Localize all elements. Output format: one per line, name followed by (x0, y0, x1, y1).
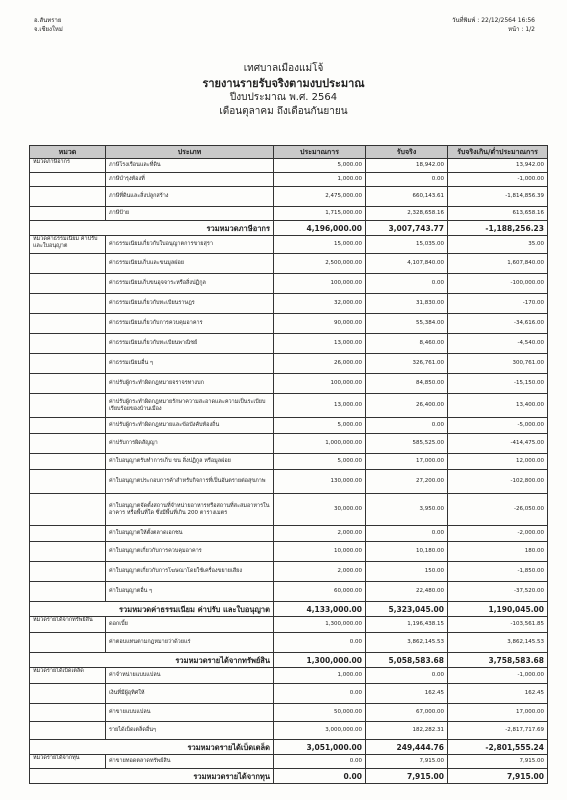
type-cell: ค่าธรรมเนียมเกี่ยวกับใบอนุญาตการขายสุรา (106, 236, 274, 254)
type-cell: ภาษีที่ดินและสิ่งปลูกสร้าง (106, 187, 274, 207)
category-cell (30, 722, 106, 740)
total-difference: -2,801,555.24 (448, 740, 548, 755)
type-cell: ภาษีบำรุงท้องที่ (106, 173, 274, 187)
difference-cell: 3,862,145.53 (448, 633, 548, 653)
table-row (30, 187, 548, 207)
difference-cell: 13,942.00 (448, 159, 548, 173)
estimate-cell: 60,000.00 (274, 582, 366, 602)
category-cell (30, 454, 106, 470)
difference-cell: -15,150.00 (448, 374, 548, 394)
actual-cell: 22,480.00 (366, 582, 448, 602)
col-header-estimate: ประมาณการ (274, 146, 366, 159)
category-cell (30, 187, 106, 207)
difference-cell: 13,400.00 (448, 394, 548, 418)
total-difference: 7,915.00 (448, 769, 548, 784)
section-total-row (30, 653, 548, 668)
table-row (30, 617, 548, 633)
table-row (30, 354, 548, 374)
type-cell: ค่าใบอนุญาตจัดตั้งสถานที่จำหน่ายอาหารหรือสถานที่สะสมอาหารในอาคาร หรือพื้นที่ใด ซึ่งมีพื้นที่เกิน 200 ตารางเมตร (106, 494, 274, 526)
report-period: เดือนตุลาคม ถึงเดือนกันยายน (219, 106, 348, 117)
actual-cell: 67,000.00 (366, 704, 448, 722)
difference-cell: -100,000.00 (448, 274, 548, 294)
difference-cell: -102,800.00 (448, 470, 548, 494)
estimate-cell: 13,000.00 (274, 394, 366, 418)
type-cell: รายได้เบ็ดเตล็ดอื่นๆ (106, 722, 274, 740)
estimate-cell: 30,000.00 (274, 494, 366, 526)
estimate-cell: 2,475,000.00 (274, 187, 366, 207)
category-cell: หมวดค่าธรรมเนียม ค่าปรับ และใบอนุญาต (30, 236, 106, 254)
total-label: รวมหมวดรายได้เบ็ดเตล็ด (30, 740, 274, 755)
total-difference: 1,190,045.00 (448, 602, 548, 617)
category-cell (30, 173, 106, 187)
table-row (30, 294, 548, 314)
difference-cell: -1,000.00 (448, 173, 548, 187)
actual-cell: 55,384.00 (366, 314, 448, 334)
estimate-cell: 5,000.00 (274, 418, 366, 434)
table-header-row (30, 146, 548, 159)
actual-cell: 2,328,658.16 (366, 207, 448, 221)
table-row (30, 374, 548, 394)
estimate-cell: 5,000.00 (274, 159, 366, 173)
total-estimate: 1,300,000.00 (274, 653, 366, 668)
actual-cell: 15,035.00 (366, 236, 448, 254)
table-row (30, 418, 548, 434)
table-body (30, 159, 548, 784)
table-row (30, 668, 548, 684)
estimate-cell: 100,000.00 (274, 274, 366, 294)
table-row (30, 562, 548, 582)
type-cell: ค่าใบอนุญาตประกอบการค้าสำหรับกิจการที่เป็นอันตรายต่อสุขภาพ (106, 470, 274, 494)
estimate-cell: 32,000.00 (274, 294, 366, 314)
col-header-difference: รับจริงเกิน/ต่ำประมาณการ (448, 146, 548, 159)
difference-cell: -2,000.00 (448, 526, 548, 542)
difference-cell: -26,050.00 (448, 494, 548, 526)
type-cell: ค่าปรับผู้กระทำผิดกฎหมายและข้อบังคับท้องถิ่น (106, 418, 274, 434)
estimate-cell: 130,000.00 (274, 470, 366, 494)
type-cell: ค่าใบอนุญาตเกี่ยวกับการโฆษณาโดยใช้เครื่องขยายเสียง (106, 562, 274, 582)
category-cell (30, 526, 106, 542)
actual-cell: 3,950.00 (366, 494, 448, 526)
category-cell (30, 704, 106, 722)
type-cell: ค่าธรรมเนียมเก็บและขนมูลฝอย (106, 254, 274, 274)
difference-cell: -37,520.00 (448, 582, 548, 602)
total-label: รวมหมวดค่าธรรมเนียม ค่าปรับ และใบอนุญาต (30, 602, 274, 617)
type-cell: ดอกเบี้ย (106, 617, 274, 633)
total-estimate: 4,196,000.00 (274, 221, 366, 236)
actual-cell: 162.45 (366, 684, 448, 704)
estimate-cell: 0.00 (274, 755, 366, 769)
estimate-cell: 1,000,000.00 (274, 434, 366, 454)
table-row (30, 582, 548, 602)
difference-cell: -1,000.00 (448, 668, 548, 684)
estimate-cell: 2,500,000.00 (274, 254, 366, 274)
section-total-row (30, 740, 548, 755)
table-row (30, 684, 548, 704)
actual-cell: 27,200.00 (366, 470, 448, 494)
actual-cell: 84,850.00 (366, 374, 448, 394)
actual-cell: 31,830.00 (366, 294, 448, 314)
difference-cell: 12,000.00 (448, 454, 548, 470)
total-difference: -1,188,256.23 (448, 221, 548, 236)
table-row (30, 454, 548, 470)
estimate-cell: 13,000.00 (274, 334, 366, 354)
total-actual: 5,323,045.00 (366, 602, 448, 617)
category-cell (30, 434, 106, 454)
difference-cell: -4,540.00 (448, 334, 548, 354)
difference-cell: -2,817,717.69 (448, 722, 548, 740)
table-row (30, 542, 548, 562)
actual-cell: 182,282.31 (366, 722, 448, 740)
table-row (30, 236, 548, 254)
type-cell: ค่าธรรมเนียมเกี่ยวกับทะเบียนพาณิชย์ (106, 334, 274, 354)
actual-cell: 1,196,438.15 (366, 617, 448, 633)
estimate-cell: 2,000.00 (274, 562, 366, 582)
category-cell (30, 494, 106, 526)
actual-cell: 18,942.00 (366, 159, 448, 173)
estimate-cell: 3,000,000.00 (274, 722, 366, 740)
org-name: เทศบาลเมืองแม่โจ้ (243, 63, 324, 74)
table-row (30, 207, 548, 221)
category-cell (30, 562, 106, 582)
category-cell: หมวดภาษีอากร (30, 159, 106, 173)
estimate-cell: 1,715,000.00 (274, 207, 366, 221)
category-cell (30, 314, 106, 334)
actual-cell: 3,862,145.53 (366, 633, 448, 653)
category-cell (30, 254, 106, 274)
type-cell: ค่าใบอนุญาตรับทำการเก็บ ขน สิ่งปฏิกูล หรือมูลฝอย (106, 454, 274, 470)
type-cell: ค่าปรับการผิดสัญญา (106, 434, 274, 454)
actual-cell: 0.00 (366, 173, 448, 187)
type-cell: ค่าใบอนุญาตอื่น ๆ (106, 582, 274, 602)
revenue-table (29, 145, 548, 784)
total-actual: 5,058,583.68 (366, 653, 448, 668)
difference-cell: 613,658.16 (448, 207, 548, 221)
section-total-row (30, 221, 548, 236)
category-cell (30, 207, 106, 221)
estimate-cell: 90,000.00 (274, 314, 366, 334)
actual-cell: 4,107,840.00 (366, 254, 448, 274)
category-cell (30, 582, 106, 602)
type-cell: ภาษีโรงเรือนและที่ดิน (106, 159, 274, 173)
difference-cell: 1,607,840.00 (448, 254, 548, 274)
total-estimate: 3,051,000.00 (274, 740, 366, 755)
total-estimate: 4,133,000.00 (274, 602, 366, 617)
type-cell: ค่าตอบแทนตามกฎหมายว่าด้วยแร่ (106, 633, 274, 653)
estimate-cell: 1,000.00 (274, 173, 366, 187)
actual-cell: 150.00 (366, 562, 448, 582)
section-total-row (30, 769, 548, 784)
category-cell (30, 470, 106, 494)
type-cell: ค่าธรรมเนียมอื่น ๆ (106, 354, 274, 374)
total-label: รวมหมวดรายได้จากทุน (30, 769, 274, 784)
category-cell (30, 274, 106, 294)
category-cell (30, 334, 106, 354)
table-row (30, 633, 548, 653)
type-cell: ค่าใบอนุญาตให้ตั้งตลาดเอกชน (106, 526, 274, 542)
table-row (30, 470, 548, 494)
estimate-cell: 10,000.00 (274, 542, 366, 562)
category-cell (30, 684, 106, 704)
col-header-actual: รับจริง (366, 146, 448, 159)
section-total-row (30, 602, 548, 617)
table-row (30, 704, 548, 722)
estimate-cell: 50,000.00 (274, 704, 366, 722)
table-row (30, 254, 548, 274)
table-row (30, 334, 548, 354)
category-cell: หมวดรายได้จากทรัพย์สิน (30, 617, 106, 633)
difference-cell: 17,000.00 (448, 704, 548, 722)
difference-cell: -103,561.85 (448, 617, 548, 633)
page-number: หน้า : 1/2 (508, 26, 535, 33)
header-right (452, 16, 535, 34)
district-label: อ.สันทราย (34, 17, 62, 24)
estimate-cell: 26,000.00 (274, 354, 366, 374)
estimate-cell: 0.00 (274, 633, 366, 653)
actual-cell: 585,525.00 (366, 434, 448, 454)
total-label: รวมหมวดรายได้จากทรัพย์สิน (30, 653, 274, 668)
province-label: จ.เชียงใหม่ (34, 26, 63, 33)
type-cell: เงินที่มีผู้อุทิศให้ (106, 684, 274, 704)
category-cell (30, 294, 106, 314)
total-actual: 249,444.76 (366, 740, 448, 755)
table-row (30, 159, 548, 173)
type-cell: ค่าปรับผู้กระทำผิดกฎหมายรักษาความสะอาดและความเป็นระเบียบเรียบร้อยของบ้านเมือง (106, 394, 274, 418)
difference-cell: -5,000.00 (448, 418, 548, 434)
category-cell: หมวดรายได้จากทุน (30, 755, 106, 769)
estimate-cell: 100,000.00 (274, 374, 366, 394)
actual-cell: 7,915.00 (366, 755, 448, 769)
estimate-cell: 15,000.00 (274, 236, 366, 254)
difference-cell: -34,616.00 (448, 314, 548, 334)
difference-cell: 180.00 (448, 542, 548, 562)
difference-cell: 35.00 (448, 236, 548, 254)
difference-cell: 162.45 (448, 684, 548, 704)
difference-cell: 300,761.00 (448, 354, 548, 374)
estimate-cell: 1,000.00 (274, 668, 366, 684)
category-cell (30, 394, 106, 418)
estimate-cell: 5,000.00 (274, 454, 366, 470)
table-row (30, 722, 548, 740)
category-cell (30, 542, 106, 562)
category-cell: หมวดรายได้เบ็ดเตล็ด (30, 668, 106, 684)
type-cell: ภาษีป้าย (106, 207, 274, 221)
report-titles (0, 62, 567, 119)
total-difference: 3,758,583.68 (448, 653, 548, 668)
total-estimate: 0.00 (274, 769, 366, 784)
difference-cell: -1,814,856.39 (448, 187, 548, 207)
table-row (30, 274, 548, 294)
type-cell: ค่าใบอนุญาตเกี่ยวกับการควบคุมอาคาร (106, 542, 274, 562)
category-cell (30, 418, 106, 434)
total-label: รวมหมวดภาษีอากร (30, 221, 274, 236)
category-cell (30, 633, 106, 653)
col-header-type: ประเภท (106, 146, 274, 159)
type-cell: ค่าปรับผู้กระทำผิดกฎหมายจราจรทางบก (106, 374, 274, 394)
actual-cell: 26,400.00 (366, 394, 448, 418)
type-cell: ค่าขายทอดตลาดทรัพย์สิน (106, 755, 274, 769)
actual-cell: 17,000.00 (366, 454, 448, 470)
table-row (30, 494, 548, 526)
table-row (30, 434, 548, 454)
type-cell: ค่าธรรมเนียมเกี่ยวกับการควบคุมอาคาร (106, 314, 274, 334)
actual-cell: 0.00 (366, 526, 448, 542)
type-cell: ค่าจำหน่ายแบบแปลน (106, 668, 274, 684)
actual-cell: 0.00 (366, 418, 448, 434)
col-header-category: หมวด (30, 146, 106, 159)
actual-cell: 0.00 (366, 668, 448, 684)
total-actual: 7,915.00 (366, 769, 448, 784)
table-row (30, 394, 548, 418)
estimate-cell: 1,300,000.00 (274, 617, 366, 633)
table-row (30, 526, 548, 542)
type-cell: ค่าธรรมเนียมเกี่ยวกับทะเบียนราษฎร (106, 294, 274, 314)
category-cell (30, 354, 106, 374)
actual-cell: 326,761.00 (366, 354, 448, 374)
actual-cell: 10,180.00 (366, 542, 448, 562)
report-title: รายงานรายรับจริงตามงบประมาณ (202, 77, 365, 90)
category-cell (30, 374, 106, 394)
difference-cell: 7,915.00 (448, 755, 548, 769)
table-row (30, 314, 548, 334)
table-row (30, 755, 548, 769)
header-left (34, 16, 63, 34)
estimate-cell: 0.00 (274, 684, 366, 704)
actual-cell: 0.00 (366, 274, 448, 294)
estimate-cell: 2,000.00 (274, 526, 366, 542)
difference-cell: -1,850.00 (448, 562, 548, 582)
total-actual: 3,007,743.77 (366, 221, 448, 236)
fiscal-year: ปีงบประมาณ พ.ศ. 2564 (229, 92, 338, 103)
type-cell: ค่าธรรมเนียมเก็บขนอุจจาระหรือสิ่งปฏิกูล (106, 274, 274, 294)
actual-cell: 660,143.61 (366, 187, 448, 207)
difference-cell: -170.00 (448, 294, 548, 314)
table-row (30, 173, 548, 187)
type-cell: ค่าขายแบบแปลน (106, 704, 274, 722)
actual-cell: 8,460.00 (366, 334, 448, 354)
print-date: วันที่พิมพ์ : 22/12/2564 16:56 (452, 17, 535, 24)
difference-cell: -414,475.00 (448, 434, 548, 454)
